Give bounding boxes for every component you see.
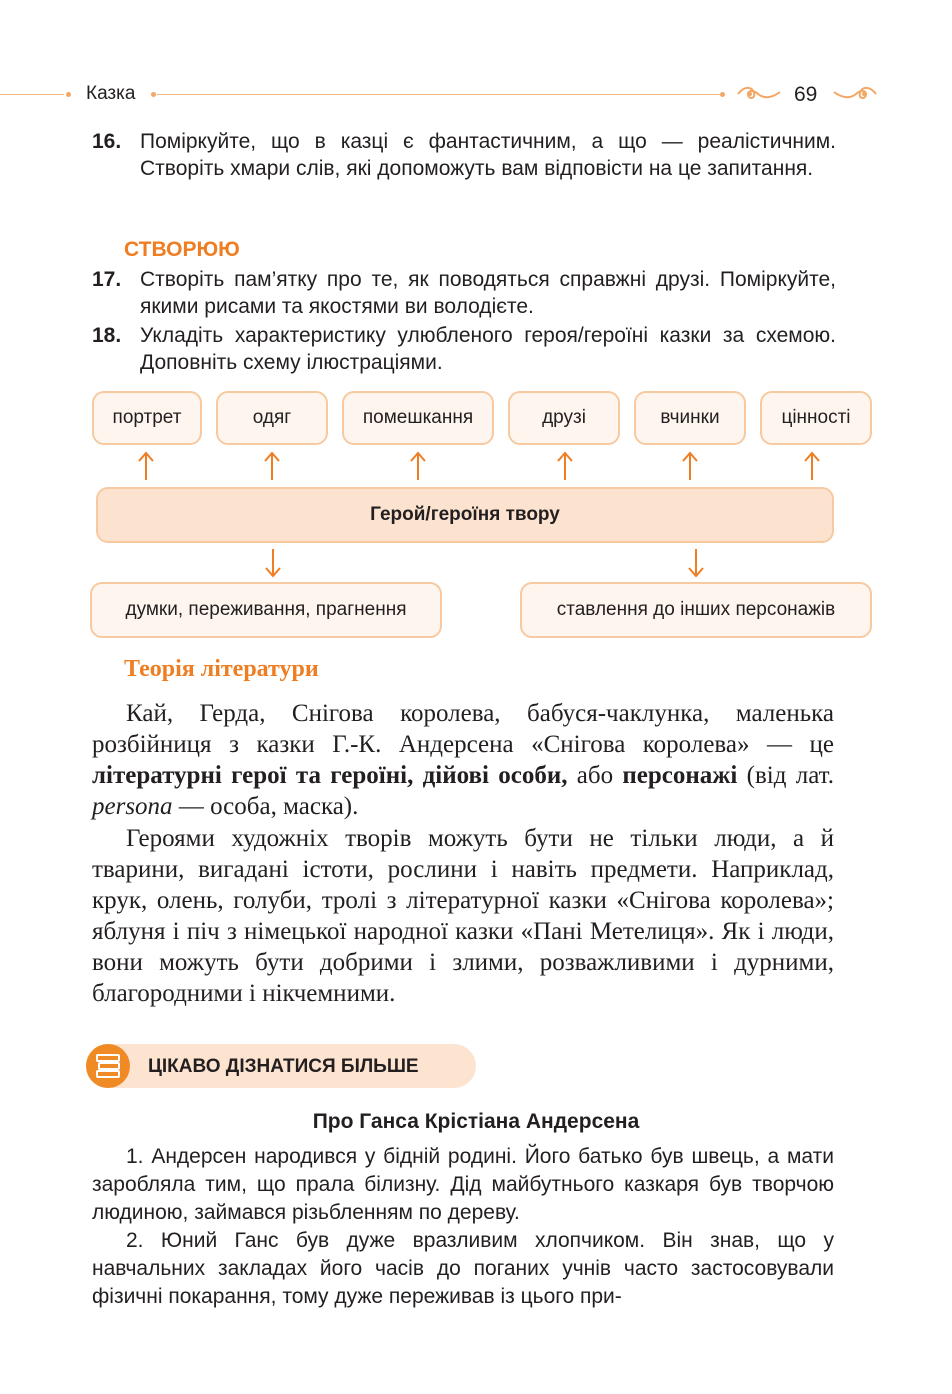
theory-paragraph-2: Героями художніх творів можуть бути не тільки люди, а й тварини, вигадані істоти, рослини і навіть предмети. Наприклад, крук, олень, голуби, тролі з літературної казки «Снігова королева»; яблуня і піч з німецької народної казки «Пані Метелиця». Як і люди, вони можуть бути добрими і злими, розважливими і дурними, благородними і нікчемними. <box>92 825 834 1007</box>
term-characters: персонажі <box>622 762 738 789</box>
text-run: — особа, маска). <box>172 793 359 820</box>
theory-heading: Теорія літератури <box>124 656 319 682</box>
books-icon <box>86 1044 130 1088</box>
header-line-right <box>157 94 720 95</box>
scheme-box-hero: Герой/героїня твору <box>96 487 834 543</box>
scheme-box-portrait: портрет <box>92 391 202 445</box>
scheme-box-home: помешкання <box>342 391 494 445</box>
scheme-box-friends: друзі <box>508 391 620 445</box>
task-number: 16. <box>92 130 122 153</box>
latin-word: persona <box>92 793 173 820</box>
task-number: 17. <box>92 268 122 291</box>
scheme-box-attitude: ставлення до інших персонажів <box>520 582 872 638</box>
task-text: Укладіть характеристику улюбленого героя/героїні казки за схемою. Доповніть схему ілюстраціями. <box>140 324 836 374</box>
task-17 <box>92 266 836 320</box>
ornament-icon <box>832 84 878 104</box>
scheme-box-thoughts: думки, переживання, прагнення <box>90 582 442 638</box>
arrow-up-icon <box>555 450 575 482</box>
arrow-up-icon <box>262 450 282 482</box>
header-dot <box>66 92 71 97</box>
section-heading: СТВОРЮЮ <box>124 238 240 261</box>
arrow-up-icon <box>136 450 156 482</box>
banner-label: ЦІКАВО ДІЗНАТИСЯ БІЛЬШЕ <box>148 1056 419 1077</box>
fact-paragraph-1: 1. Андерсен народився у бідній родині. Його батько був швець, а мати заробляла тим, що прала білизну. Дід майбутнього казкаря був творчою людиною, займався різьбленням по дереву. <box>92 1145 834 1224</box>
task-text: Поміркуйте, що в казці є фантастичним, а що — реалістичним. Створіть хмари слів, які допоможуть вам відповісти на це запитання. <box>140 130 836 180</box>
arrow-up-icon <box>408 450 428 482</box>
page-number: 69 <box>794 83 818 106</box>
header-line-left <box>0 94 64 95</box>
scheme-box-values: цінності <box>760 391 872 445</box>
task-number: 18. <box>92 324 122 347</box>
arrow-down-icon <box>686 547 706 579</box>
arrow-up-icon <box>680 450 700 482</box>
article-heading: Про Ганса Крістіана Андерсена <box>312 1110 640 1133</box>
header-dot <box>720 92 725 97</box>
theory-paragraph-1 <box>92 698 834 822</box>
task-16 <box>92 128 836 182</box>
text-run: або <box>567 762 623 789</box>
text-run: (від лат. <box>737 762 834 789</box>
term-heroes: літературні герої та героїні, дійові особи, <box>92 762 568 789</box>
fact-paragraph-2: 2. Юний Ганс був дуже вразливим хлопчиком. Він знав, що у навчальних закладах його часів до поганих учнів часто застосовували фізичні покарання, тому дуже переживав із цього при- <box>92 1229 834 1308</box>
arrow-up-icon <box>802 450 822 482</box>
text-run: Кай, Герда, Снігова королева, бабуся-чаклунка, маленька розбійниця з казки Г.-К. Андерсена «Снігова королева» — це <box>92 700 834 758</box>
scheme-box-clothes: одяг <box>216 391 328 445</box>
task-text: Створіть пам’ятку про те, як поводяться справжні друзі. Поміркуйте, якими рисами та якостями ви володієте. <box>140 268 836 318</box>
running-title: Казка <box>86 83 136 104</box>
header-dot <box>151 92 156 97</box>
ornament-icon <box>736 84 782 104</box>
task-18 <box>92 322 836 376</box>
scheme-box-deeds: вчинки <box>634 391 746 445</box>
arrow-down-icon <box>263 547 283 579</box>
